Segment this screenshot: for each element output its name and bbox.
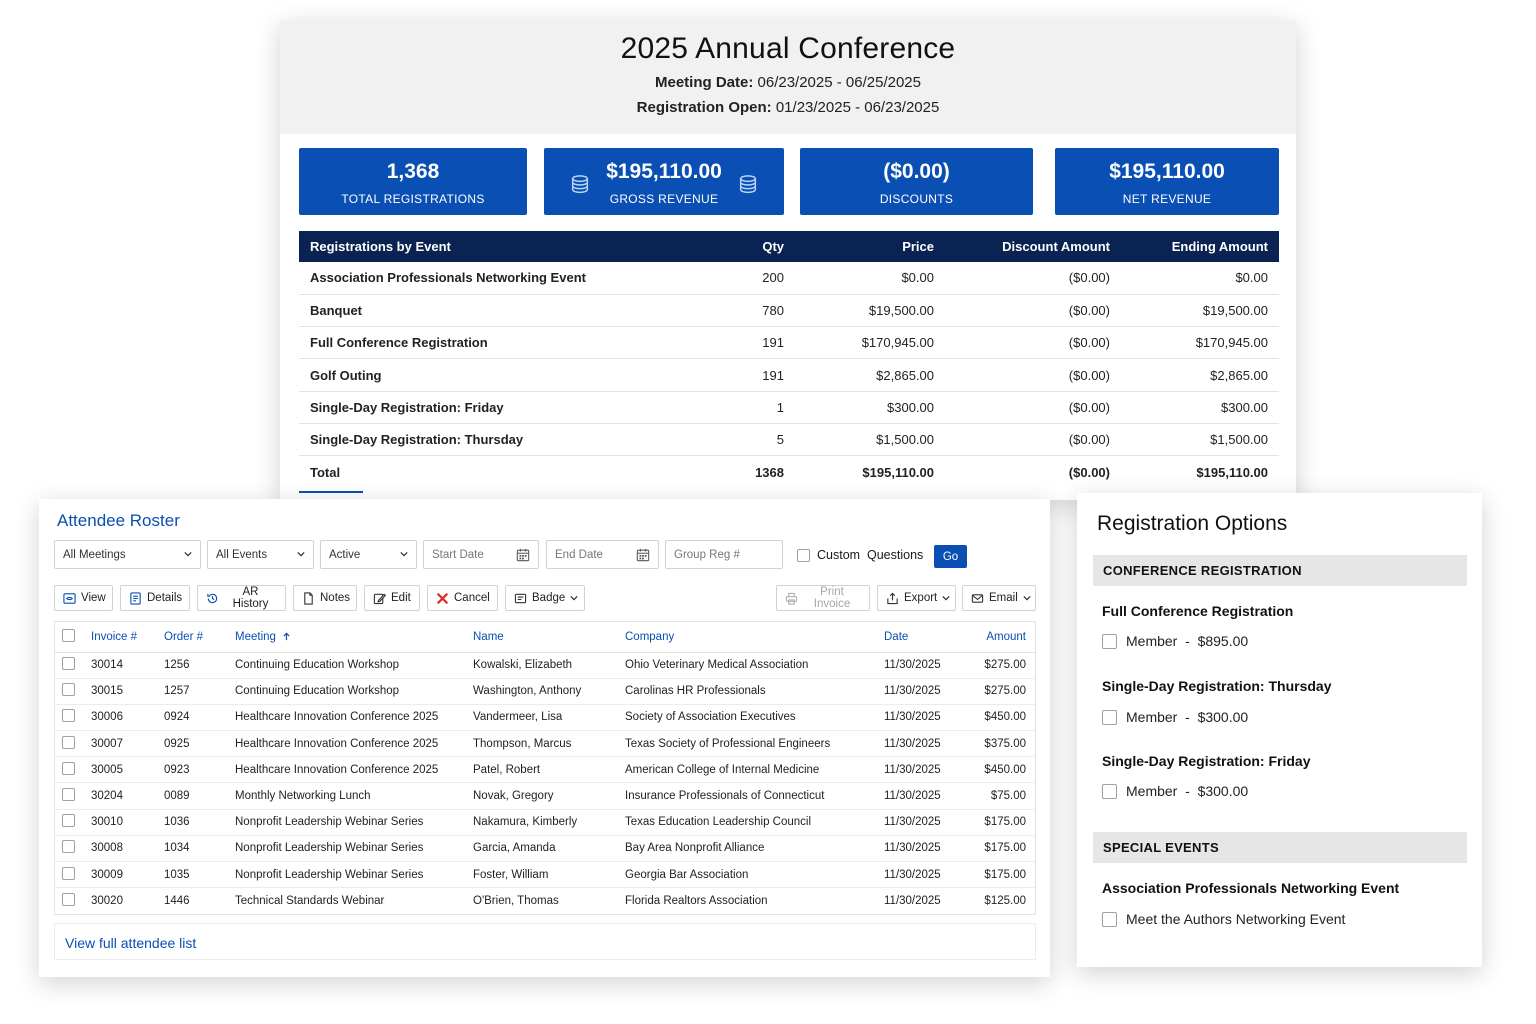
option-label: Member - $300.00 — [1126, 783, 1249, 799]
table-cell: ($0.00) — [1068, 464, 1110, 480]
option-checkbox[interactable] — [1102, 710, 1117, 725]
table-cell: Monthly Networking Lunch — [231, 783, 469, 809]
chevron-down-icon — [297, 550, 305, 558]
table-row[interactable] — [55, 678, 1035, 704]
email-dropdown-button[interactable] — [962, 585, 1036, 611]
table-cell: 11/30/2025 — [880, 862, 960, 888]
row-checkbox[interactable] — [62, 893, 75, 906]
history-icon — [206, 592, 219, 605]
table-cell: ($0.00) — [945, 391, 1121, 423]
column-header-meeting[interactable] — [231, 622, 469, 652]
cancel-button[interactable] — [427, 585, 498, 611]
table-cell: $175.00 — [960, 835, 1035, 861]
table-header-row — [55, 622, 1035, 652]
table-cell: ($0.00) — [945, 423, 1121, 455]
table-cell: Nakamura, Kimberly — [469, 809, 621, 835]
stat-value: 1,368 — [386, 160, 440, 183]
table-cell: Thompson, Marcus — [469, 731, 621, 757]
table-cell: Georgia Bar Association — [621, 862, 880, 888]
registration-open — [280, 99, 1296, 116]
events-select-value: All Events — [216, 548, 268, 561]
end-date-field[interactable] — [546, 540, 659, 569]
stat-label: DISCOUNTS — [879, 192, 954, 206]
details-label: Details — [147, 592, 183, 604]
table-cell: $195,110.00 — [1196, 464, 1268, 480]
option-group-single-day-friday: Single-Day Registration: Friday — [1102, 753, 1311, 769]
row-checkbox[interactable] — [62, 709, 75, 722]
meetings-select-value: All Meetings — [63, 548, 126, 561]
view-button[interactable] — [54, 585, 113, 611]
status-select-value: Active — [329, 548, 361, 561]
option-friday-member[interactable] — [1102, 783, 1248, 799]
row-checkbox[interactable] — [62, 788, 75, 801]
table-cell: $2,865.00 — [1121, 359, 1279, 391]
total-underline — [299, 491, 363, 493]
table-cell: Healthcare Innovation Conference 2025 — [231, 757, 469, 783]
sort-ascending-icon — [282, 632, 291, 641]
table-cell: 1446 — [164, 895, 190, 908]
table-cell: Ohio Veterinary Medical Association — [621, 652, 880, 678]
stat-discounts — [800, 148, 1033, 215]
table-cell: Technical Standards Webinar — [235, 895, 385, 908]
table-row — [299, 359, 1279, 391]
registration-open-value: 01/23/2025 - 06/23/2025 — [775, 99, 940, 116]
table-row — [299, 262, 1279, 294]
option-thursday-member[interactable] — [1102, 709, 1248, 725]
email-label: Email — [989, 592, 1018, 604]
column-header-name[interactable]: Name — [469, 622, 621, 652]
option-label: Member - $895.00 — [1126, 633, 1249, 649]
table-cell: Texas Education Leadership Council — [621, 809, 880, 835]
cancel-x-icon — [436, 592, 449, 605]
column-header-invoice[interactable]: Invoice # — [87, 622, 160, 652]
view-icon — [63, 592, 76, 605]
table-cell: Kowalski, Elizabeth — [469, 652, 621, 678]
table-cell: Novak, Gregory — [469, 783, 621, 809]
section-heading-conference-registration: CONFERENCE REGISTRATION — [1093, 555, 1467, 586]
table-cell: Vandermeer, Lisa — [469, 704, 621, 730]
table-cell: 200 — [719, 262, 795, 294]
registration-options-panel — [1077, 493, 1482, 967]
row-select-cell — [55, 809, 87, 835]
table-cell: 30204 — [87, 783, 160, 809]
export-dropdown-button[interactable] — [877, 585, 956, 611]
table-cell: $0.00 — [795, 262, 945, 294]
table-cell: 11/30/2025 — [880, 652, 960, 678]
chevron-down-icon — [570, 594, 578, 602]
table-cell: Garcia, Amanda — [469, 835, 621, 861]
table-row — [299, 327, 1279, 359]
chevron-down-icon — [942, 594, 950, 602]
column-header: Registrations by Event — [299, 231, 719, 262]
stat-label: GROSS REVENUE — [609, 192, 719, 206]
table-cell: Florida Realtors Association — [625, 895, 768, 908]
stat-label: TOTAL REGISTRATIONS — [341, 192, 485, 206]
table-cell: Single-Day Registration: Friday — [299, 391, 719, 423]
notes-button[interactable] — [293, 585, 357, 611]
registration-open-label: Registration Open: — [636, 99, 772, 116]
printer-icon — [785, 592, 798, 605]
row-select-cell — [55, 731, 87, 757]
table-cell: $300.00 — [795, 391, 945, 423]
table-cell: 191 — [719, 327, 795, 359]
table-cell: $170,945.00 — [795, 327, 945, 359]
table-cell: Society of Association Executives — [621, 704, 880, 730]
table-row[interactable] — [55, 835, 1035, 861]
coins-icon — [569, 174, 591, 196]
table-cell: Continuing Education Workshop — [231, 678, 469, 704]
stat-value: $195,110.00 — [1109, 160, 1225, 183]
notes-label: Notes — [320, 592, 351, 604]
custom-questions-label: Custom Questions — [817, 548, 924, 562]
attendee-table-container — [54, 621, 1036, 915]
table-cell: Foster, William — [469, 862, 621, 888]
select-all-checkbox[interactable] — [62, 629, 75, 642]
meeting-date — [280, 74, 1296, 91]
table-cell: Golf Outing — [299, 359, 719, 391]
table-cell: O'Brien, Thomas — [473, 895, 559, 908]
badge-icon — [514, 592, 527, 605]
attendee-roster-panel — [39, 499, 1050, 977]
table-cell: $275.00 — [960, 652, 1035, 678]
calendar-icon[interactable] — [516, 548, 530, 562]
summary-header — [280, 20, 1296, 134]
option-checkbox[interactable] — [1102, 912, 1117, 927]
conference-summary-panel — [280, 20, 1296, 500]
start-date-placeholder: Start Date — [432, 548, 484, 561]
table-cell: 1256 — [160, 652, 231, 678]
table-cell: 30008 — [87, 835, 160, 861]
row-select-cell — [55, 652, 87, 678]
envelope-icon — [971, 592, 984, 605]
row-select-cell — [55, 888, 87, 914]
badge-dropdown-button[interactable] — [505, 585, 585, 611]
calendar-icon[interactable] — [636, 548, 650, 562]
table-cell: 30010 — [87, 809, 160, 835]
table-cell: $275.00 — [960, 678, 1035, 704]
column-header-amount[interactable]: Amount — [960, 622, 1035, 652]
option-checkbox[interactable] — [1102, 784, 1117, 799]
table-cell: Patel, Robert — [469, 757, 621, 783]
chevron-down-icon — [184, 550, 192, 558]
table-row[interactable] — [55, 652, 1035, 678]
chevron-down-icon — [1023, 594, 1031, 602]
column-header: Qty — [719, 231, 795, 262]
table-row[interactable] — [55, 704, 1035, 730]
coins-icon — [737, 174, 759, 196]
row-checkbox[interactable] — [62, 840, 75, 853]
edit-button[interactable] — [364, 585, 420, 611]
table-cell: $375.00 — [960, 731, 1035, 757]
row-checkbox[interactable] — [62, 736, 75, 749]
table-cell: $300.00 — [1121, 391, 1279, 423]
table-cell: Single-Day Registration: Thursday — [299, 423, 719, 455]
column-header: Price — [795, 231, 945, 262]
total-row — [299, 456, 1279, 488]
table-cell: Nonprofit Leadership Webinar Series — [231, 809, 469, 835]
table-cell: $0.00 — [1121, 262, 1279, 294]
table-row[interactable] — [55, 888, 1035, 914]
view-label: View — [81, 592, 106, 604]
details-button[interactable] — [120, 585, 190, 611]
table-cell: 1036 — [160, 809, 231, 835]
table-cell: 1 — [719, 391, 795, 423]
table-cell: 11/30/2025 — [880, 731, 960, 757]
stat-cards — [280, 148, 1296, 216]
table-cell: Texas Society of Professional Engineers — [621, 731, 880, 757]
table-row — [299, 391, 1279, 423]
table-cell: 11/30/2025 — [880, 678, 960, 704]
table-header-row — [299, 231, 1279, 262]
stat-gross-revenue — [544, 148, 784, 215]
table-cell: Washington, Anthony — [469, 678, 621, 704]
go-button[interactable]: Go — [934, 545, 967, 568]
table-cell: $19,500.00 — [795, 294, 945, 326]
table-cell: American College of Internal Medicine — [621, 757, 880, 783]
column-header-order[interactable]: Order # — [160, 622, 231, 652]
table-row[interactable] — [55, 862, 1035, 888]
table-cell: $19,500.00 — [1121, 294, 1279, 326]
edit-icon — [373, 592, 386, 605]
table-cell: 191 — [719, 359, 795, 391]
table-row[interactable] — [55, 731, 1035, 757]
table-cell: $1,500.00 — [795, 423, 945, 455]
table-cell: Healthcare Innovation Conference 2025 — [231, 704, 469, 730]
table-cell: 11/30/2025 — [880, 704, 960, 730]
stat-value: $195,110.00 — [606, 160, 722, 183]
meetings-select[interactable] — [54, 540, 201, 569]
table-cell: Healthcare Innovation Conference 2025 — [231, 731, 469, 757]
table-cell: $175.00 — [960, 862, 1035, 888]
stat-label: NET REVENUE — [1122, 192, 1212, 206]
table-cell: 1368 — [755, 464, 784, 480]
table-cell: 30009 — [87, 862, 160, 888]
table-cell: 30020 — [91, 895, 123, 908]
registrations-by-event-table — [299, 231, 1279, 488]
select-all-cell — [55, 622, 87, 652]
registration-options-title: Registration Options — [1097, 512, 1288, 535]
table-row[interactable] — [55, 757, 1035, 783]
table-row[interactable] — [55, 809, 1035, 835]
end-date-placeholder: End Date — [555, 548, 603, 561]
table-cell: ($0.00) — [945, 294, 1121, 326]
notes-icon — [302, 592, 315, 605]
table-cell: ($0.00) — [945, 327, 1121, 359]
table-cell: Total — [310, 464, 341, 480]
table-cell: 11/30/2025 — [880, 809, 960, 835]
table-cell: Carolinas HR Professionals — [621, 678, 880, 704]
view-full-footer — [54, 923, 1036, 960]
option-meet-the-authors[interactable] — [1102, 911, 1345, 927]
meeting-date-value: 06/23/2025 - 06/25/2025 — [757, 74, 921, 91]
table-cell: ($0.00) — [945, 359, 1121, 391]
table-cell: Banquet — [299, 294, 719, 326]
table-cell: $75.00 — [960, 783, 1035, 809]
table-cell: $1,500.00 — [1121, 423, 1279, 455]
table-cell: 0089 — [160, 783, 231, 809]
table-cell: 11/30/2025 — [880, 783, 960, 809]
option-group-networking-event: Association Professionals Networking Event — [1102, 880, 1400, 896]
option-full-conference-member[interactable] — [1102, 633, 1248, 649]
table-cell: 30005 — [87, 757, 160, 783]
table-cell: $450.00 — [960, 757, 1035, 783]
table-cell: 1035 — [160, 862, 231, 888]
table-cell: 11/30/2025 — [880, 757, 960, 783]
roster-title: Attendee Roster — [57, 511, 180, 530]
row-select-cell — [55, 835, 87, 861]
group-reg-placeholder: Group Reg # — [674, 548, 740, 561]
table-cell: 30014 — [87, 652, 160, 678]
badge-label: Badge — [532, 592, 566, 604]
ar-history-label: AR History — [232, 586, 269, 610]
table-cell: 30015 — [87, 678, 160, 704]
table-cell: 11/30/2025 — [880, 835, 960, 861]
stat-net-revenue — [1055, 148, 1279, 215]
export-label: Export — [904, 592, 938, 604]
table-cell: Nonprofit Leadership Webinar Series — [231, 862, 469, 888]
table-cell: $125.00 — [984, 895, 1026, 908]
ar-history-button[interactable] — [197, 585, 286, 611]
table-cell: 0924 — [160, 704, 231, 730]
table-cell: Continuing Education Workshop — [231, 652, 469, 678]
row-select-cell — [55, 783, 87, 809]
table-row — [299, 423, 1279, 455]
row-select-cell — [55, 704, 87, 730]
table-cell: 5 — [719, 423, 795, 455]
table-cell: 0923 — [160, 757, 231, 783]
row-checkbox[interactable] — [62, 657, 75, 670]
details-icon — [129, 592, 142, 605]
row-checkbox[interactable] — [62, 867, 75, 880]
table-cell: 11/30/2025 — [884, 895, 941, 908]
column-header: Ending Amount — [1121, 231, 1279, 262]
status-select[interactable] — [320, 540, 417, 569]
column-header-company[interactable]: Company — [621, 622, 880, 652]
print-invoice-button[interactable] — [776, 585, 870, 611]
attendee-table — [55, 622, 1035, 914]
table-cell: 780 — [719, 294, 795, 326]
table-cell: ($0.00) — [945, 262, 1121, 294]
stat-value: ($0.00) — [883, 160, 950, 183]
table-cell: Nonprofit Leadership Webinar Series — [231, 835, 469, 861]
table-cell: 1257 — [160, 678, 231, 704]
table-cell: 30006 — [87, 704, 160, 730]
row-checkbox[interactable] — [62, 762, 75, 775]
table-cell: $195,110.00 — [862, 464, 934, 480]
cancel-label: Cancel — [454, 592, 490, 604]
edit-label: Edit — [391, 592, 411, 604]
print-invoice-label: Print Invoice — [813, 586, 851, 610]
row-checkbox[interactable] — [62, 814, 75, 827]
view-full-attendee-list-link[interactable]: View full attendee list — [65, 935, 197, 951]
table-row — [299, 294, 1279, 326]
table-cell: Full Conference Registration — [299, 327, 719, 359]
row-checkbox[interactable] — [62, 683, 75, 696]
table-cell: 0925 — [160, 731, 231, 757]
table-cell: $2,865.00 — [795, 359, 945, 391]
option-label: Member - $300.00 — [1126, 709, 1249, 725]
stat-total-registrations — [299, 148, 527, 215]
table-cell: Insurance Professionals of Connecticut — [621, 783, 880, 809]
custom-questions-toggle[interactable] — [797, 548, 923, 562]
row-select-cell — [55, 678, 87, 704]
table-cell: 30007 — [87, 731, 160, 757]
group-reg-field[interactable] — [665, 540, 783, 569]
table-row[interactable] — [55, 783, 1035, 809]
table-cell: $170,945.00 — [1121, 327, 1279, 359]
column-header-meeting-label: Meeting — [235, 630, 276, 643]
row-select-cell — [55, 862, 87, 888]
start-date-field[interactable] — [423, 540, 539, 569]
table-cell: $450.00 — [960, 704, 1035, 730]
page-title: 2025 Annual Conference — [620, 32, 956, 65]
table-cell: Bay Area Nonprofit Alliance — [621, 835, 880, 861]
option-label: Meet the Authors Networking Event — [1126, 911, 1346, 927]
column-header: Discount Amount — [945, 231, 1121, 262]
option-group-full-conference: Full Conference Registration — [1102, 603, 1294, 619]
table-cell: 1034 — [160, 835, 231, 861]
table-cell: Association Professionals Networking Event — [299, 262, 719, 294]
section-heading-special-events: SPECIAL EVENTS — [1093, 832, 1467, 863]
option-checkbox[interactable] — [1102, 634, 1117, 649]
events-select[interactable] — [207, 540, 314, 569]
table-cell: $175.00 — [960, 809, 1035, 835]
meeting-date-label: Meeting Date: — [655, 74, 754, 91]
custom-questions-checkbox[interactable] — [797, 549, 810, 562]
chevron-down-icon — [400, 550, 408, 558]
row-select-cell — [55, 757, 87, 783]
column-header-date[interactable]: Date — [880, 622, 960, 652]
export-icon — [886, 592, 899, 605]
option-group-single-day-thursday: Single-Day Registration: Thursday — [1102, 678, 1332, 694]
